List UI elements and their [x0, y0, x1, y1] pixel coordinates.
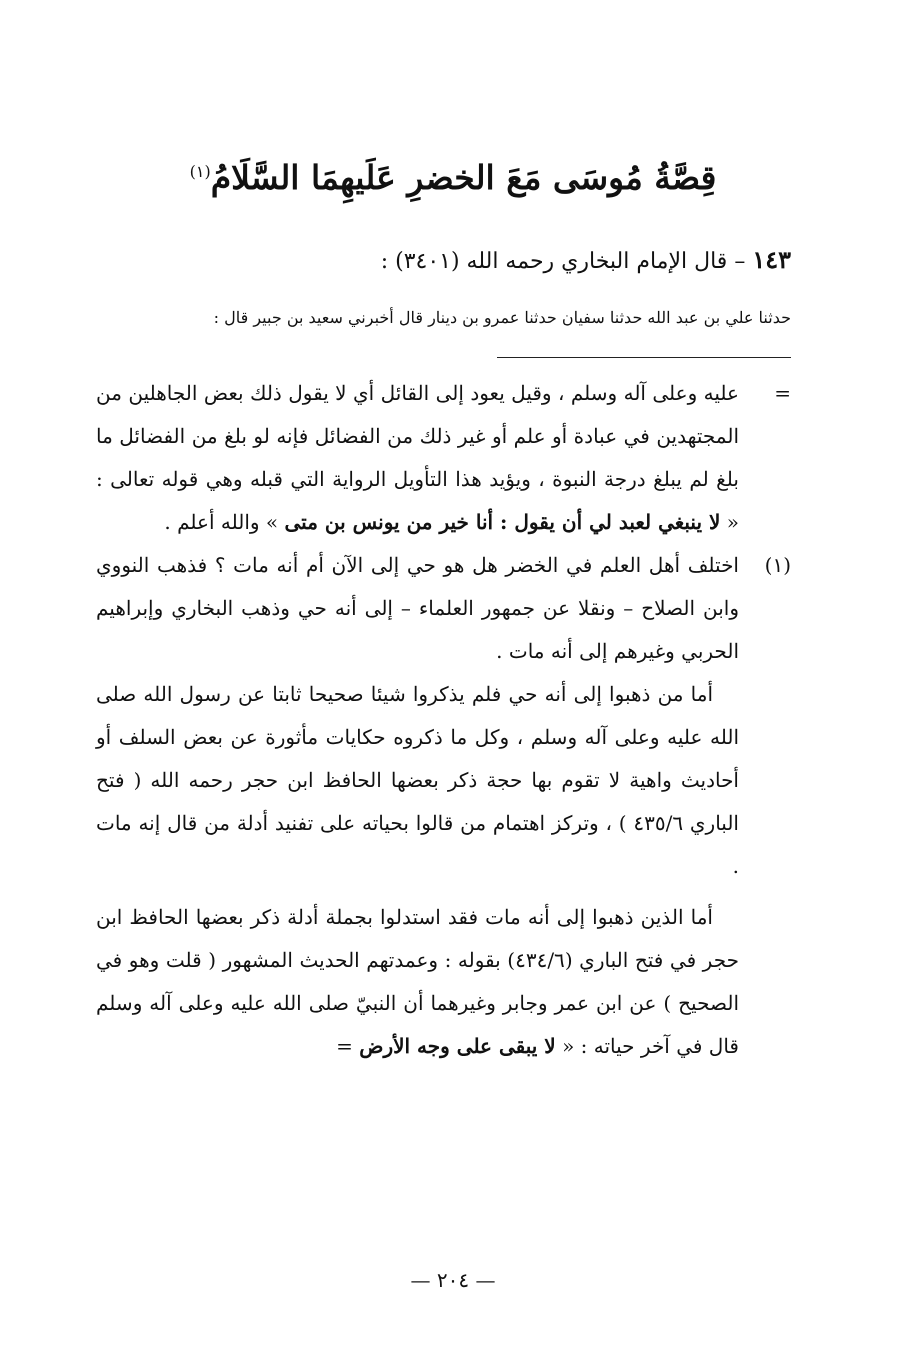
continuation-text-a: عليه وعلى آله وسلم ، وقيل يعود إلى القائل أي لا يقول ذلك بعض الجاهلين من المجتهدين في عبادة أو علم أو غير ذلك من الفضائل فإنه لو بلغ من الفضائل ما بلغ لم يبلغ درجة النبوة ، ويؤيد هذا التأويل الرواية التي قبله وهي قوله تعالى : « [96, 381, 739, 534]
page-number: — ٢٠٤ — [410, 1268, 496, 1292]
hadith-isnad: حدثنا علي بن عبد الله حدثنا سفيان حدثنا عمرو بن دينار قال أخبرني سعيد بن جبير قال : [213, 308, 791, 327]
hadith-dash: – [727, 249, 753, 274]
footnote-continuation [96, 372, 791, 544]
continuation-quote: لا ينبغي لعبد لي أن يقول : أنا خير من يونس بن متى [284, 510, 721, 534]
footnote-1-para-3-a: أما الذين ذهبوا إلى أنه مات فقد استدلوا بجملة أدلة ذكر بعضها الحافظ ابن حجر في فتح الباري (٤٣٤/٦) بقوله : وعمدتهم الحديث المشهور ( قلت وهو في الصحيح ) عن ابن عمر وجابر وغيرهما أن النبيّ صلى الله عليه وعلى آله وسلم قال في آخر حياته : « [96, 905, 739, 1058]
hadith-intro: قال الإمام البخاري رحمه الله (٣٤٠١) : [380, 249, 728, 274]
title-footnote-ref: (١) [189, 162, 211, 181]
footnote-1-para-3 [96, 896, 739, 1068]
footnote-1 [96, 544, 791, 1068]
hadith-number: ١٤٣ [752, 245, 791, 274]
chapter-title-text: قِصَّةُ مُوسَى مَعَ الخضرِ عَلَيهِمَا السَّلَامُ [210, 158, 717, 197]
continuation-text [96, 372, 739, 544]
footnote-1-marker: (١) [764, 553, 791, 577]
hadith-heading [100, 240, 791, 282]
footnote-1-quote: لا يبقى على وجه الأرض [359, 1034, 556, 1058]
continuation-text-b: » والله أعلم . [164, 510, 285, 534]
footnote-1-para-3-b: = [336, 1034, 360, 1058]
footnote-1-para-1: اختلف أهل العلم في الخضر هل هو حي إلى الآن أم أنه مات ؟ فذهب النووي وابن الصلاح – ونقلا عن جمهور العلماء – إلى أنه حي وذهب البخاري وإبراهيم الحربي وغيرهم إلى أنه مات . [96, 553, 739, 663]
footnotes [96, 372, 791, 1068]
footnote-divider [497, 357, 791, 358]
footnote-1-para-2: أما من ذهبوا إلى أنه حي فلم يذكروا شيئا صحيحا ثابتا عن رسول الله صلى الله عليه وعلى آله وسلم ، وكل ما ذكروه حكايات مأثورة عن بعض السلف أو أحاديث واهية لا تقوم بها حجة ذكر بعضها الحافظ ابن حجر رحمه الله ( فتح الباري ٤٣٥/٦ ) ، وتركز اهتمام من قالوا بحياته على تفنيد أدلة من قال إنه مات . [96, 682, 739, 878]
chapter-title [100, 150, 806, 200]
continuation-marker: = [774, 381, 791, 405]
